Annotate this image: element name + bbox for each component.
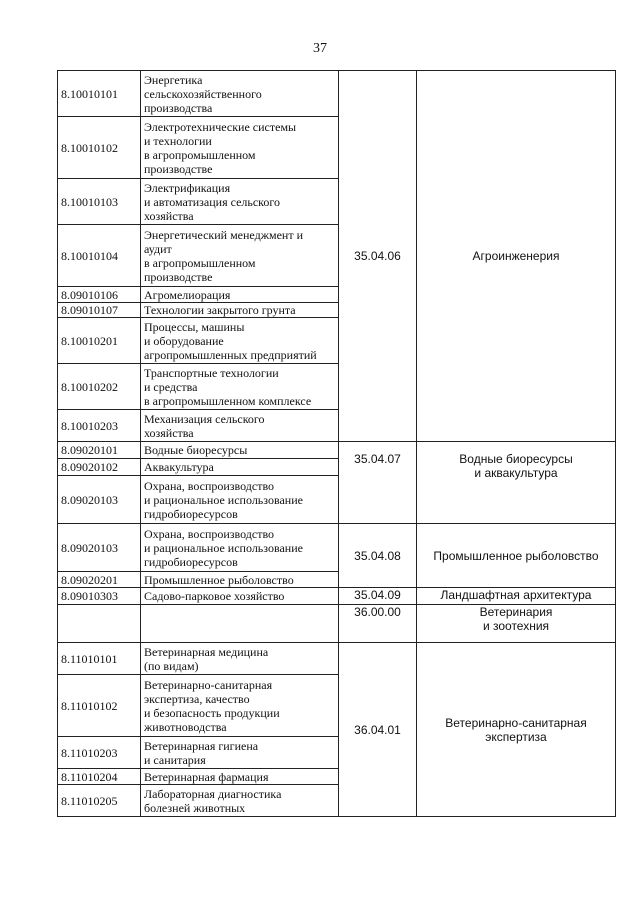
old-specialty-name-cell — [141, 643, 339, 675]
specialty-name-line: производстве — [144, 161, 213, 176]
new-direction-title-cell — [417, 524, 616, 588]
new-code-cell: 35.04.06 — [339, 71, 417, 442]
table-row — [58, 71, 616, 117]
specialty-name-line: Механизация сельского — [144, 411, 265, 426]
specialty-name-line: и рациональное использование — [144, 540, 303, 555]
direction-title-line: Ландшафтная архитектура — [440, 588, 592, 602]
specialty-name-line: Транспортные технологии — [144, 365, 279, 380]
old-specialty-name-cell — [141, 179, 339, 225]
specialty-name-line: в агропромышленном — [144, 147, 256, 162]
old-specialty-name-cell — [141, 572, 339, 588]
old-code-cell: 8.09020101 — [58, 442, 141, 459]
direction-title-line: и аквакультура — [474, 466, 558, 480]
specialty-name-line: Водные биоресурсы — [144, 443, 248, 457]
old-code-cell: 8.09010106 — [58, 287, 141, 303]
old-specialty-name-cell — [141, 364, 339, 410]
specialty-name-line: Энергетический менеджмент и — [144, 227, 303, 242]
direction-title-line: Агроинженерия — [472, 249, 560, 263]
old-code-cell: 8.11010203 — [58, 737, 141, 769]
specialty-name-line: в агропромышленном комплексе — [144, 393, 312, 408]
old-specialty-name-cell — [141, 287, 339, 303]
specialty-name-line: экспертиза, качество — [144, 691, 250, 706]
old-specialty-name-cell — [141, 476, 339, 524]
old-code-cell: 8.09010303 — [58, 588, 141, 605]
specialty-name-line: сельскохозяйственного — [144, 86, 262, 101]
specialty-name-line: и санитария — [144, 752, 206, 767]
direction-title-line: Промышленное рыболовство — [433, 548, 599, 563]
new-direction-title-cell — [417, 588, 616, 605]
old-code-cell: 8.09020103 — [58, 476, 141, 524]
specialty-name-line: и технологии — [144, 133, 212, 148]
old-code-cell: 8.11010101 — [58, 643, 141, 675]
direction-title-line: Ветеринария — [479, 605, 553, 619]
old-specialty-name-cell — [141, 769, 339, 785]
old-specialty-name-cell — [141, 225, 339, 287]
specialty-name-line: и оборудование — [144, 333, 224, 348]
specialty-name-line: в агропромышленном — [144, 255, 256, 270]
direction-title-line: Водные биоресурсы — [459, 452, 573, 466]
specialty-name-line: производства — [144, 100, 213, 115]
new-code-cell: 36.00.00 — [339, 605, 417, 643]
old-code-cell: 8.10010101 — [58, 71, 141, 117]
table-row — [58, 605, 616, 643]
old-specialty-name-cell — [141, 524, 339, 572]
specialty-name-line: Охрана, воспроизводство — [144, 478, 275, 493]
specialty-name-line: гидробиоресурсов — [144, 506, 238, 521]
old-code-cell: 8.11010102 — [58, 675, 141, 737]
new-code-cell: 35.04.08 — [339, 524, 417, 588]
specialty-name-line: Садово-парковое хозяйство — [144, 589, 285, 603]
old-specialty-name-cell — [141, 785, 339, 817]
specialty-name-line: Процессы, машины — [144, 319, 245, 334]
specialty-name-line: Ветеринарно-санитарная — [144, 677, 273, 692]
direction-title-line: Ветеринарно-санитарная — [445, 715, 587, 730]
page-number: 37 — [313, 41, 327, 56]
specialty-name-line: Технологии закрытого грунта — [144, 303, 296, 317]
specialty-name-line: Электрификация — [144, 180, 231, 195]
old-code-cell: 8.11010204 — [58, 769, 141, 785]
old-code-cell: 8.10010201 — [58, 318, 141, 364]
specialty-name-line: и средства — [144, 379, 198, 394]
old-code-cell — [58, 605, 141, 643]
specialty-name-line: Промышленное рыболовство — [144, 572, 294, 587]
old-code-cell: 8.10010103 — [58, 179, 141, 225]
old-specialty-name-cell — [141, 675, 339, 737]
new-direction-title-cell — [417, 442, 616, 524]
specialty-name-line: и безопасность продукции — [144, 705, 280, 720]
specialty-name-line: Энергетика — [144, 72, 203, 87]
specialty-name-line: Ветеринарная фармация — [144, 769, 269, 784]
specialty-name-line: хозяйства — [144, 425, 194, 440]
table-row — [58, 643, 616, 675]
old-code-cell: 8.09020201 — [58, 572, 141, 588]
new-code-cell: 35.04.09 — [339, 588, 417, 605]
specialty-name-line: агропромышленных предприятий — [144, 347, 317, 362]
old-specialty-name-cell — [141, 459, 339, 476]
old-code-cell: 8.09010107 — [58, 303, 141, 318]
specialty-name-line: болезней животных — [144, 800, 246, 815]
old-code-cell: 8.09020103 — [58, 524, 141, 572]
new-direction-title-cell — [417, 71, 616, 442]
old-specialty-name-cell — [141, 318, 339, 364]
specialty-name-line: Охрана, воспроизводство — [144, 526, 275, 541]
specialty-name-line: Ветеринарная медицина — [144, 644, 269, 659]
specialty-name-line: хозяйства — [144, 208, 194, 223]
old-specialty-name-cell — [141, 71, 339, 117]
specialty-name-line: Электротехнические системы — [144, 119, 297, 134]
old-specialty-name-cell — [141, 588, 339, 605]
specialty-name-line: и автоматизация сельского — [144, 194, 281, 209]
old-specialty-name-cell — [141, 605, 339, 643]
specialty-name-line: Агромелиорация — [144, 287, 231, 302]
new-direction-title-cell — [417, 643, 616, 817]
new-code-cell: 35.04.07 — [339, 442, 417, 524]
specialty-name-line: аудит — [144, 241, 172, 256]
table-row — [58, 588, 616, 605]
new-direction-title-cell — [417, 605, 616, 643]
old-code-cell: 8.10010203 — [58, 410, 141, 442]
specialty-correspondence-table — [57, 70, 616, 817]
direction-title-line: экспертиза — [485, 729, 547, 744]
specialty-name-line: гидробиоресурсов — [144, 554, 238, 569]
old-specialty-name-cell — [141, 410, 339, 442]
specialty-name-line: Лабораторная диагностика — [144, 786, 282, 801]
old-specialty-name-cell — [141, 442, 339, 459]
old-specialty-name-cell — [141, 117, 339, 179]
old-code-cell: 8.11010205 — [58, 785, 141, 817]
specialty-name-line: (по видам) — [144, 658, 199, 673]
old-specialty-name-cell — [141, 737, 339, 769]
specialty-name-line: и рациональное использование — [144, 492, 303, 507]
specialty-name-line: Аквакультура — [144, 460, 214, 474]
old-code-cell: 8.10010104 — [58, 225, 141, 287]
specialty-name-line: производстве — [144, 269, 213, 284]
old-code-cell: 8.09020102 — [58, 459, 141, 476]
old-code-cell: 8.10010102 — [58, 117, 141, 179]
direction-title-line: и зоотехния — [482, 619, 550, 633]
new-code-cell: 36.04.01 — [339, 643, 417, 817]
table-row — [58, 442, 616, 459]
specialty-name-line: животноводства — [144, 719, 227, 734]
old-specialty-name-cell — [141, 303, 339, 318]
old-code-cell: 8.10010202 — [58, 364, 141, 410]
specialty-name-line: Ветеринарная гигиена — [144, 738, 259, 753]
table-row — [58, 524, 616, 572]
